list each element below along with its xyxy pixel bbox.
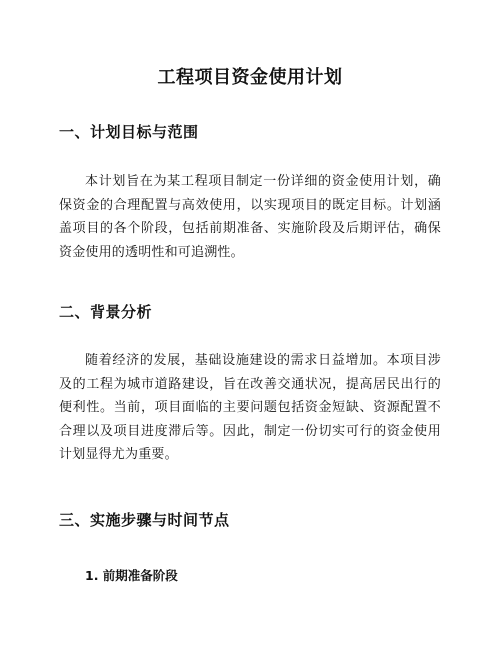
section-heading-goals-scope: 一、计划目标与范围	[59, 123, 199, 141]
section-paragraph-goals-scope: 本计划旨在为某工程项目制定一份详细的资金使用计划，确保资金的合理配置与高效使用，以实现项目的既定目标。计划涵盖项目的各个阶段，包括前期准备、实施阶段及后期评估，确保资金使用的透明性和可追溯性。	[59, 174, 441, 260]
section-heading-background: 二、背景分析	[59, 303, 153, 321]
section-paragraph-background: 随着经济的发展，基础设施建设的需求日益增加。本项目涉及的工程为城市道路建设，旨在改善交通状况，提高居民出行的便利性。当前，项目面临的主要问题包括资金短缺、资源配置不合理以及项目进度滞后等。因此，制定一份切实可行的资金使用计划显得尤为重要。	[59, 353, 441, 462]
section-heading-implementation: 三、实施步骤与时间节点	[59, 511, 230, 529]
document-title: 工程项目资金使用计划	[157, 67, 343, 88]
subsection-heading-preparation: 1. 前期准备阶段	[85, 568, 178, 583]
